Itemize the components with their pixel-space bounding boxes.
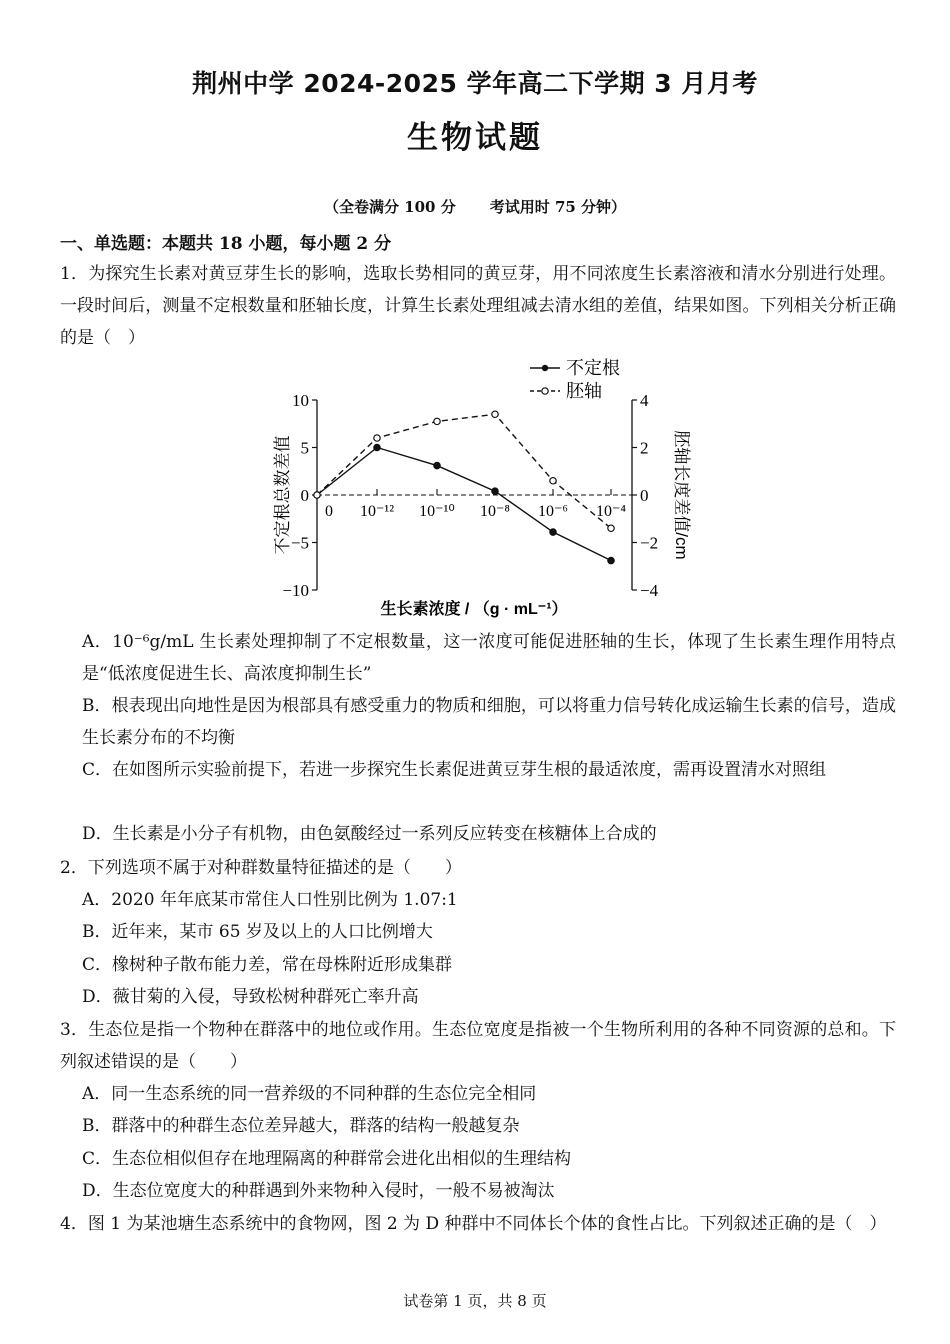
y2-tick-label: 0	[640, 486, 649, 505]
x-tick-label: 10⁻⁶	[537, 503, 569, 520]
exam-title: 荆州中学 2024-2025 学年高二下学期 3 月月考	[192, 69, 758, 98]
question-2-option-c: C．橡树种子散布能力差，常在母株附近形成集群	[82, 955, 453, 975]
x-tick-label: 10⁻¹²	[359, 503, 395, 520]
question-1-option-c: C．在如图所示实验前提下，若进一步探究生长素促进黄豆芽生根的最适浓度，需再设置清水对照组	[82, 760, 827, 780]
question-2-option-b: B．近年来，某市 65 岁及以上的人口比例增大	[82, 922, 433, 942]
question-1-option-a: A．10⁻⁶g/mL 生长素处理抑制了不定根数量，这一浓度可能促进胚轴的生长，体现了生长素生理作用特点是“低浓度促进生长、高浓度抑制生长”	[82, 632, 896, 684]
page-footer: 试卷第 1 页，共 8 页	[403, 1292, 547, 1310]
y2-tick-label: −4	[640, 581, 659, 600]
question-3-option-a: A．同一生态系统的同一营养级的不同种群的生态位完全相同	[82, 1084, 537, 1104]
x-tick-label: 10⁻⁴	[595, 503, 627, 520]
data-point-hypocotyl	[550, 478, 556, 484]
x-axis-label: 生长素浓度 / （g · mL⁻¹）	[380, 601, 568, 618]
question-3-stem: 3．生态位是指一个物种在群落中的地位或作用。生态位宽度是指被一个生物所利用的各种不同资源的总和。下列叙述错误的是（ ）	[60, 1020, 896, 1072]
legend-marker-hypocotyl	[542, 388, 548, 394]
y2-tick-label: 2	[640, 438, 649, 458]
y2-axis-label: 胚轴长度差值/cm	[672, 430, 691, 560]
data-point-root	[434, 462, 440, 468]
legend-label-root: 不定根	[566, 358, 620, 379]
legend-marker-root	[542, 365, 548, 371]
legend-label-hypocotyl: 胚轴	[566, 381, 602, 402]
exam-info	[0, 196, 950, 217]
data-point-root	[492, 488, 498, 494]
data-point-hypocotyl	[314, 492, 320, 498]
question-2-option-d: D．薇甘菊的入侵，导致松树种群死亡率升高	[82, 987, 419, 1007]
section-heading: 一、单选题：本题共 18 小题，每小题 2 分	[60, 234, 392, 254]
data-point-hypocotyl	[492, 411, 498, 417]
question-3-option-b: B．群落中的种群生态位差异越大，群落的结构一般越复杂	[82, 1116, 520, 1136]
y-axis-label: 不定根总数差值	[273, 435, 292, 555]
auxin-chart	[262, 350, 702, 625]
exam-subject: 生物试题	[407, 120, 543, 156]
y-tick-label: −10	[282, 581, 309, 600]
data-point-root	[608, 557, 614, 563]
question-3-option-d: D．生态位宽度大的种群遇到外来物种入侵时，一般不易被淘汰	[82, 1181, 555, 1201]
data-point-hypocotyl	[608, 525, 614, 531]
question-4-stem: 4．图 1 为某池塘生态系统中的食物网，图 2 为 D 种群中不同体长个体的食性占比。下列叙述正确的是（ ）	[60, 1214, 887, 1234]
question-1-stem: 1．为探究生长素对黄豆芽生长的影响，选取长势相同的黄豆芽，用不同浓度生长素溶液和清水分别进行处理。一段时间后，测量不定根数量和胚轴长度，计算生长素处理组减去清水组的差值，结果如图。下列相关分析正确的是（ ）	[60, 264, 896, 348]
y-tick-label: −5	[290, 533, 309, 553]
y-tick-label: 0	[300, 486, 309, 505]
x-tick-label: 10⁻¹⁰	[419, 503, 455, 520]
y2-tick-label: −2	[640, 533, 659, 553]
question-2-option-a: A．2020 年年底某市常住人口性别比例为 1.07:1	[82, 890, 458, 910]
data-point-root	[550, 529, 556, 535]
data-point-root	[374, 444, 380, 450]
x-tick-label: 10⁻⁸	[479, 503, 511, 520]
y-tick-label: 5	[300, 438, 309, 458]
question-3-option-c: C．生态位相似但存在地理隔离的种群常会进化出相似的生理结构	[82, 1149, 572, 1169]
data-point-hypocotyl	[434, 418, 440, 424]
question-1-option-d: D．生长素是小分子有机物，由色氨酸经过一系列反应转变在核糖体上合成的	[82, 824, 657, 844]
chart-legend	[530, 357, 620, 402]
x-tick-label: 0	[325, 503, 333, 520]
time-limit: 考试用时 75 分钟）	[489, 198, 627, 216]
total-score: （全卷满分 100 分	[323, 198, 456, 216]
y2-tick-label: 4	[640, 391, 649, 410]
data-point-hypocotyl	[374, 435, 380, 441]
y-tick-label: 10	[292, 391, 309, 410]
question-1-option-b: B．根表现出向地性是因为根部具有感受重力的物质和细胞，可以将重力信号转化成运输生长素的信号，造成生长素分布的不均衡	[82, 696, 896, 748]
question-2-stem: 2．下列选项不属于对种群数量特征描述的是（ ）	[60, 858, 462, 878]
